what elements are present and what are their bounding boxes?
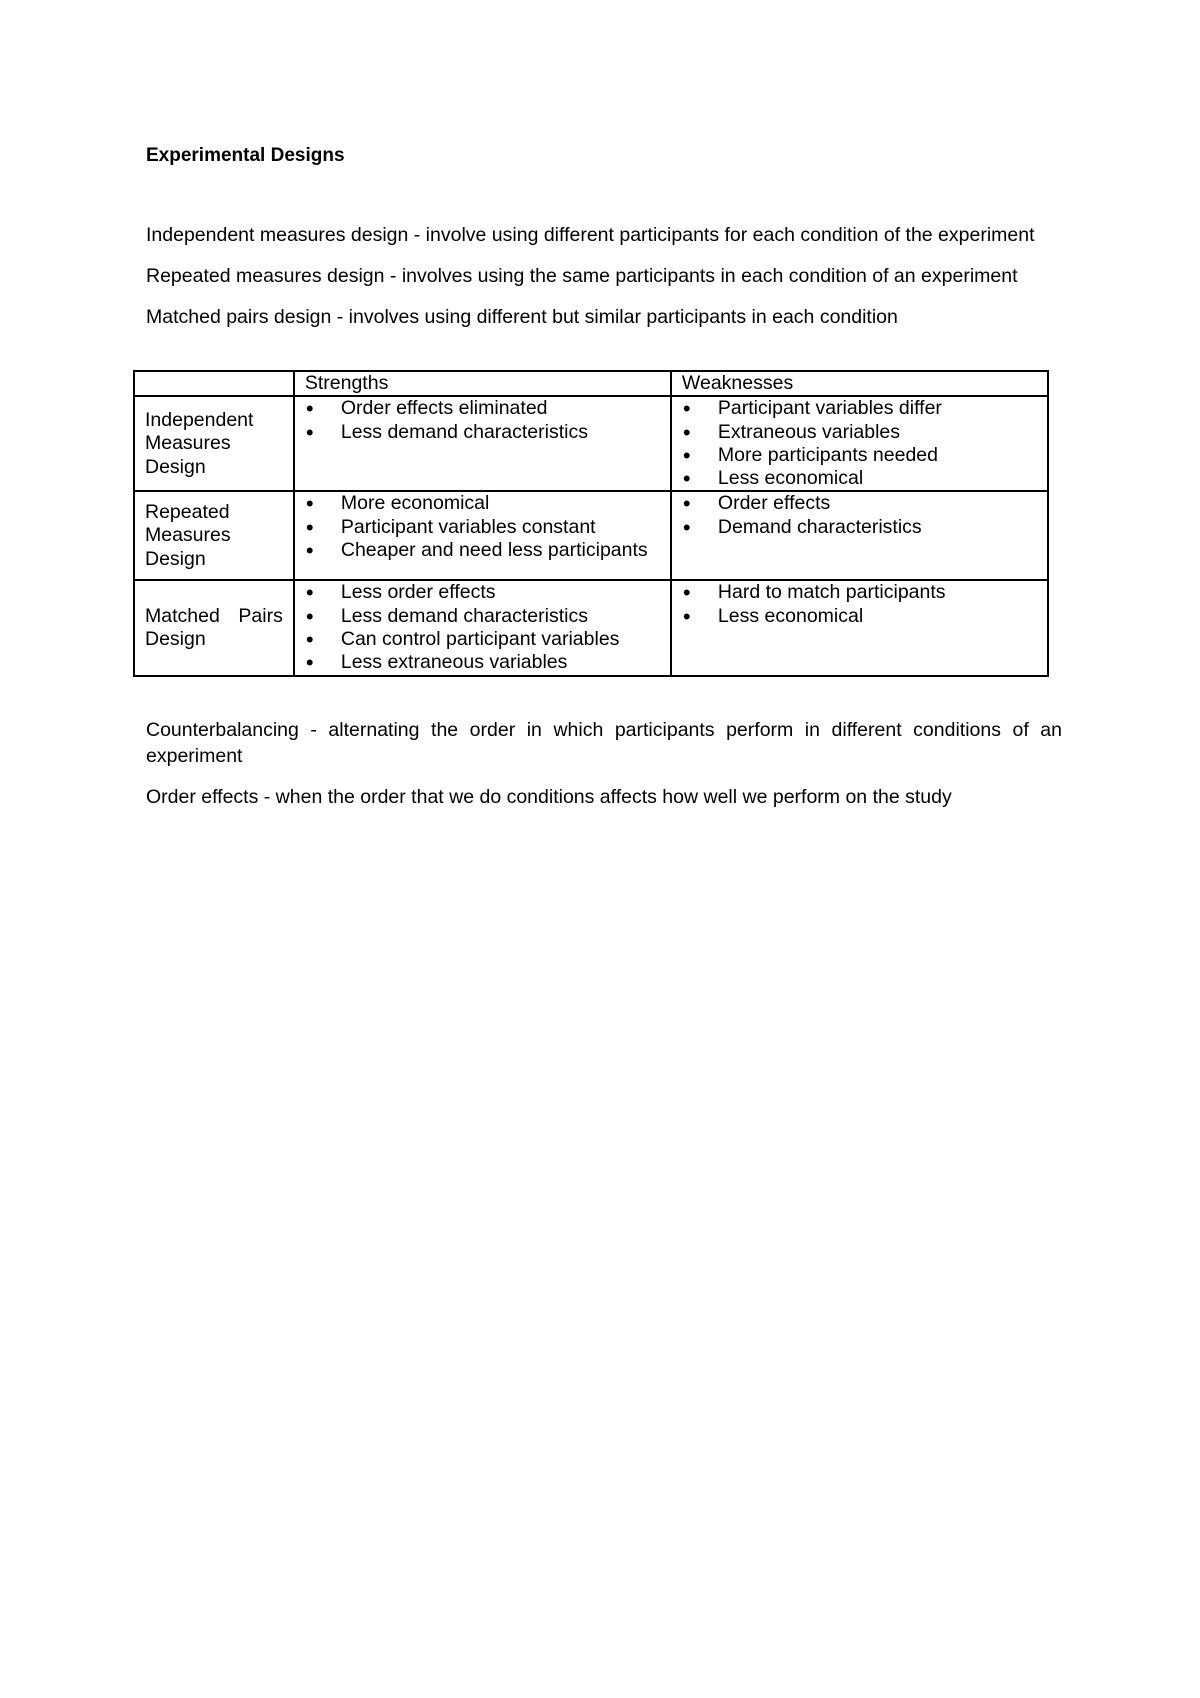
- strengths-cell: [294, 491, 671, 580]
- list-item: • Less economical: [682, 605, 1037, 628]
- list-item: • Less extraneous variables: [305, 651, 660, 674]
- list-item: • Extraneous variables: [682, 421, 1037, 444]
- strengths-list: [305, 397, 660, 444]
- list-item: • Participant variables constant: [305, 516, 660, 539]
- definitions-top: [146, 222, 1062, 330]
- table-header-strengths: Strengths: [294, 371, 671, 396]
- row-label-repeated: Repeated Measures Design: [134, 491, 294, 580]
- table-row: [134, 396, 1048, 491]
- weaknesses-list: [682, 492, 1037, 539]
- list-item: • More participants needed: [682, 444, 1037, 467]
- strengths-list: [305, 581, 660, 674]
- list-item: • Cheaper and need less participants: [305, 539, 660, 562]
- strengths-cell: [294, 580, 671, 675]
- weaknesses-cell: [671, 396, 1048, 491]
- weaknesses-cell: [671, 491, 1048, 580]
- list-item: • Less order effects: [305, 581, 660, 604]
- list-item: • Less economical: [682, 467, 1037, 490]
- document-content: [146, 144, 1062, 825]
- definition-order-effects: Order effects - when the order that we do conditions affects how well we perform on the study: [146, 785, 952, 808]
- list-item: • Demand characteristics: [682, 516, 1037, 539]
- row-label-matched: Matched Pairs Design: [134, 580, 294, 675]
- table-header-blank: [134, 371, 294, 396]
- list-item: • Less demand characteristics: [305, 421, 660, 444]
- list-item: • Order effects: [682, 492, 1037, 515]
- definition-independent: Independent measures design - involve using different participants for each condition of the experiment: [146, 224, 1035, 246]
- designs-table: [133, 370, 1049, 677]
- table-header-row: [134, 371, 1048, 396]
- row-label-independent: Independent Measures Design: [134, 396, 294, 491]
- table-header-weaknesses: Weaknesses: [671, 371, 1048, 396]
- list-item: • Can control participant variables: [305, 628, 660, 651]
- list-item: • Order effects eliminated: [305, 397, 660, 420]
- weaknesses-list: [682, 581, 1037, 628]
- weaknesses-list: [682, 397, 1037, 490]
- definition-repeated: Repeated measures design - involves using the same participants in each condition of an experiment: [146, 265, 1018, 287]
- definition-matched: Matched pairs design - involves using different but similar participants in each condition: [146, 306, 898, 328]
- table-row: [134, 491, 1048, 580]
- weaknesses-cell: [671, 580, 1048, 675]
- list-item: • Less demand characteristics: [305, 605, 660, 628]
- definitions-bottom: [146, 717, 1062, 810]
- table-row: [134, 580, 1048, 675]
- strengths-list: [305, 492, 660, 562]
- list-item: • More economical: [305, 492, 660, 515]
- strengths-cell: [294, 396, 671, 491]
- document-title: Experimental Designs: [146, 145, 345, 166]
- definition-counterbalancing: Counterbalancing - alternating the order in which participants perform in different conditions of an experiment: [146, 718, 1062, 767]
- list-item: • Hard to match participants: [682, 581, 1037, 604]
- list-item: • Participant variables differ: [682, 397, 1037, 420]
